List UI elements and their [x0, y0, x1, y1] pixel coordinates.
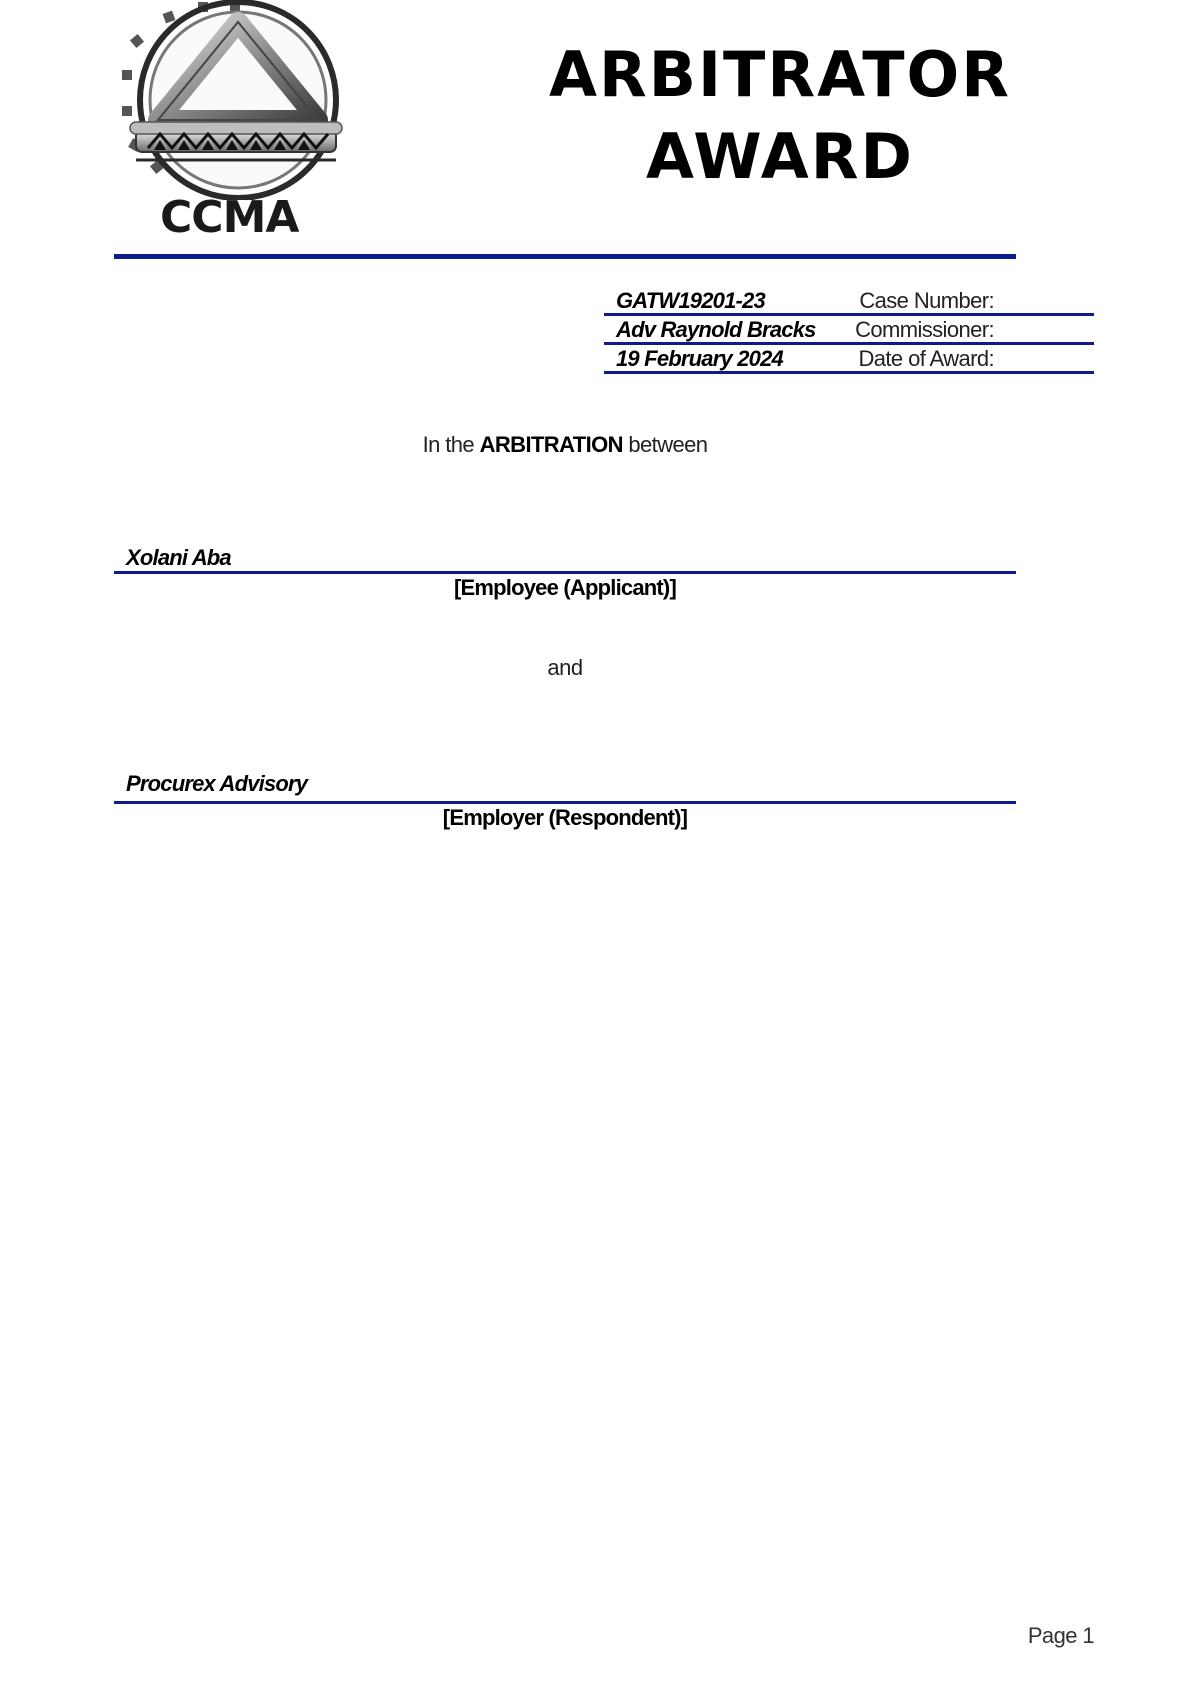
header-divider: [114, 254, 1016, 259]
date-of-award-label: Date of Award:: [858, 346, 994, 371]
between-prefix: In the: [422, 432, 475, 457]
commissioner-row: [400, 317, 1100, 346]
between-emphasis: ARBITRATION: [479, 432, 623, 457]
date-of-award-underline: [604, 371, 1094, 374]
arbitration-between-line: [300, 432, 830, 458]
respondent-role: [Employer (Respondent)]: [442, 805, 688, 830]
commissioner-underline: [604, 342, 1094, 345]
between-suffix: between: [628, 432, 708, 457]
commissioner-label: Commissioner:: [855, 317, 994, 342]
case-number-label: Case Number:: [859, 288, 994, 313]
title-line-2: AWARD: [646, 120, 914, 193]
applicant-role: [Employee (Applicant)]: [454, 575, 676, 600]
and-separator: and: [547, 655, 583, 680]
document-title: [530, 34, 1030, 198]
ccma-emblem-icon: [118, 0, 358, 200]
respondent-underline: [114, 801, 1016, 804]
date-of-award-value: 19 February 2024: [616, 346, 783, 371]
date-of-award-row: [400, 346, 1100, 375]
case-number-value: GATW19201-23: [616, 288, 765, 313]
title-line-1: ARBITRATOR: [549, 38, 1011, 111]
logo-text: CCMA: [160, 192, 299, 243]
applicant-underline: [114, 571, 1016, 574]
case-number-row: [400, 288, 1100, 317]
commissioner-value: Adv Raynold Bracks: [616, 317, 816, 342]
case-number-underline: [604, 313, 1094, 316]
respondent-name: Procurex Advisory: [126, 771, 308, 796]
page-number: Page 1: [1027, 1623, 1094, 1648]
applicant-name: Xolani Aba: [126, 545, 231, 570]
